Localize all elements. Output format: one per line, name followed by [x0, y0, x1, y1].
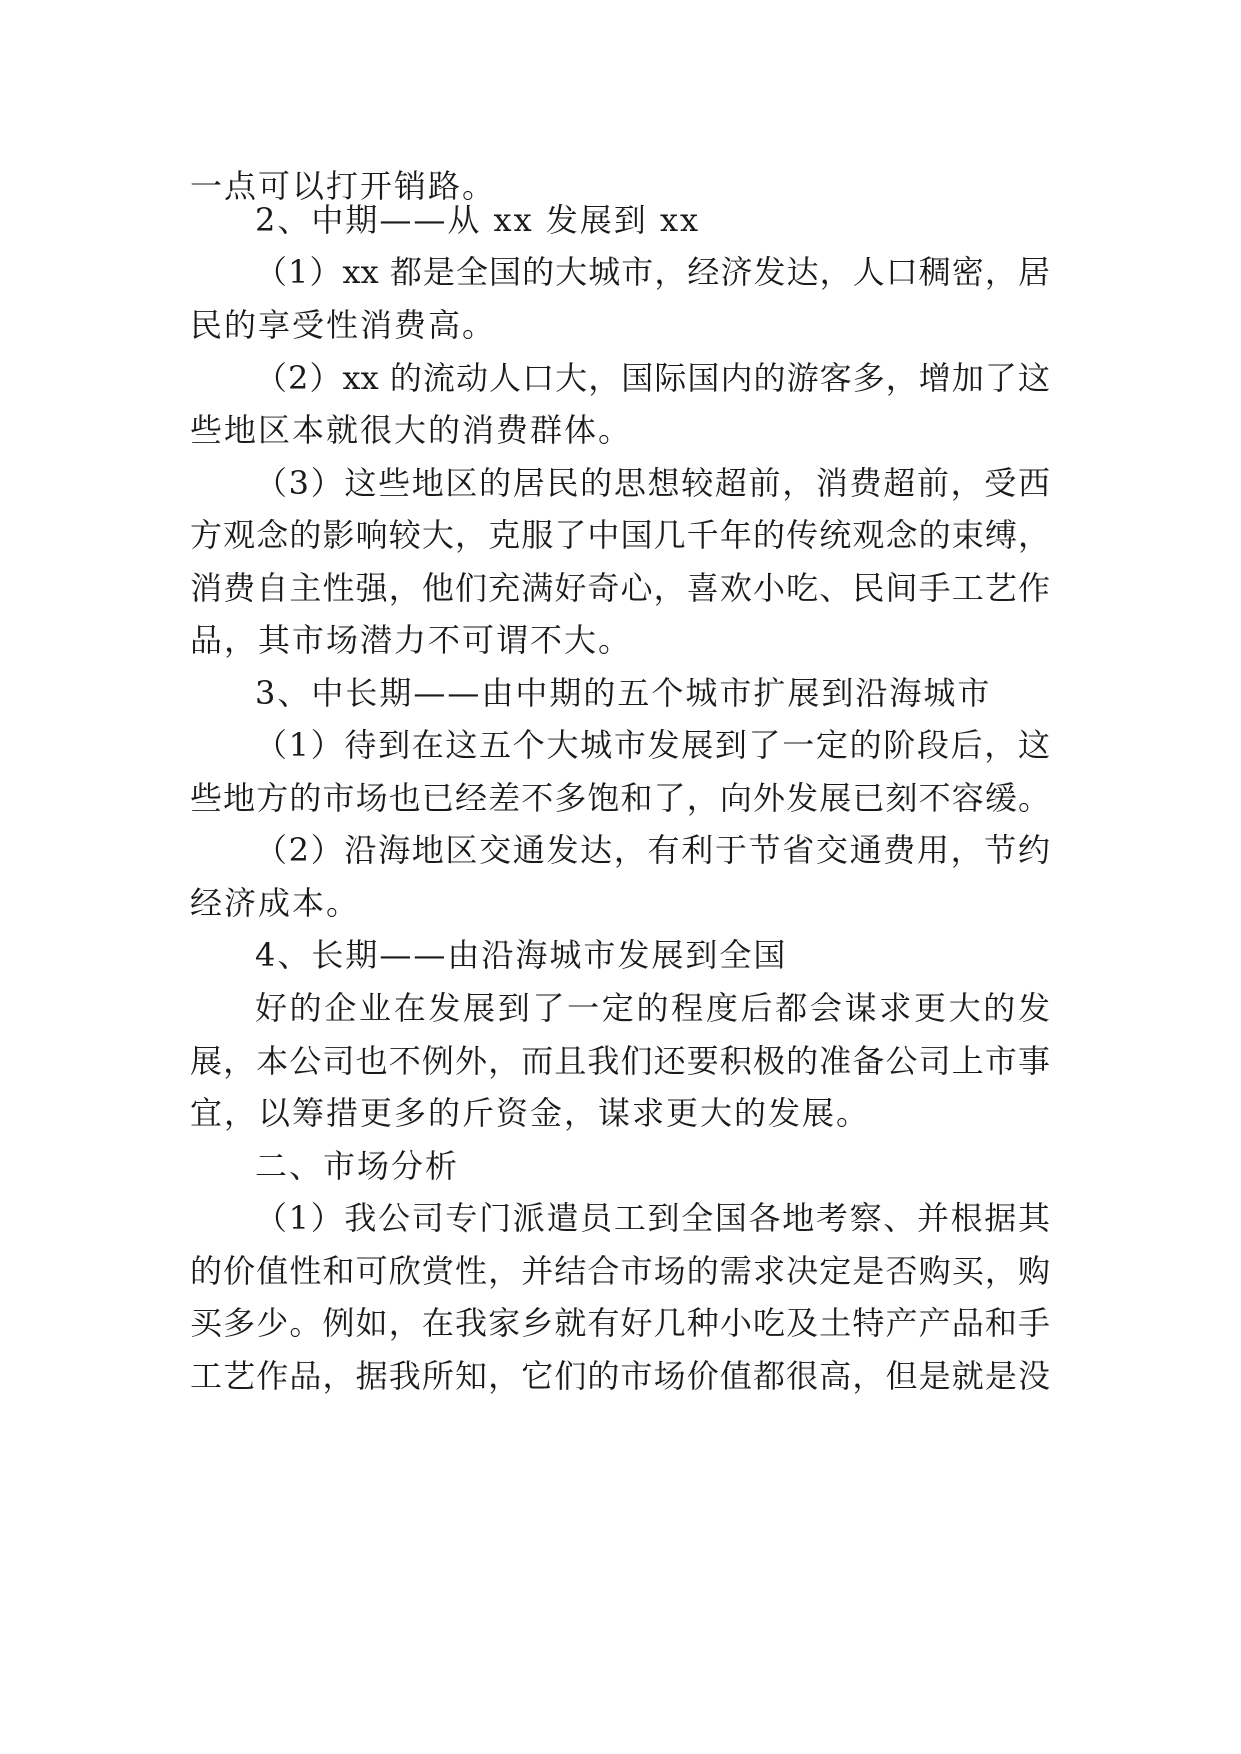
text-line: （3）这些地区的居民的思想较超前，消费超前，受西: [255, 464, 1050, 502]
text-line: 方观念的影响较大，克服了中国几千年的传统观念的束缚，: [190, 516, 1050, 554]
text-line: 工艺作品，据我所知，它们的市场价值都很高，但是就是没: [190, 1357, 1050, 1395]
text-line: （1）我公司专门派遣员工到全国各地考察、并根据其: [255, 1199, 1050, 1237]
text-line: 些地方的市场也已经差不多饱和了，向外发展已刻不容缓。: [190, 779, 1050, 817]
text-line: 品，其市场潜力不可谓不大。: [190, 621, 633, 659]
section-heading: 4、长期——由沿海城市发展到全国: [255, 936, 788, 974]
text-line: 一点可以打开销路。: [190, 167, 497, 205]
text-line: （1）待到在这五个大城市发展到了一定的阶段后，这: [255, 726, 1050, 764]
text-line: 好的企业在发展到了一定的程度后都会谋求更大的发: [255, 989, 1050, 1027]
text-line: 民的享受性消费高。: [190, 306, 497, 344]
text-line: 宜，以筹措更多的斤资金，谋求更大的发展。: [190, 1094, 871, 1132]
text-line: 的价值性和可欣赏性，并结合市场的需求决定是否购买，购: [190, 1252, 1050, 1290]
section-heading: 3、中长期——由中期的五个城市扩展到沿海城市: [255, 674, 992, 712]
text-line: （2）xx 的流动人口大，国际国内的游客多，增加了这: [255, 359, 1050, 397]
text-line: （2）沿海地区交通发达，有利于节省交通费用，节约: [255, 831, 1050, 869]
text-line: 展，本公司也不例外，而且我们还要积极的准备公司上市事: [190, 1042, 1050, 1080]
text-line: （1）xx 都是全国的大城市，经济发达，人口稠密，居: [255, 253, 1050, 291]
text-line: 些地区本就很大的消费群体。: [190, 411, 633, 449]
section-heading: 二、市场分析: [255, 1147, 460, 1185]
text-line: 经济成本。: [190, 884, 361, 922]
text-line: 消费自主性强，他们充满好奇心，喜欢小吃、民间手工艺作: [190, 569, 1050, 607]
section-heading: 2、中期——从 xx 发展到 xx: [255, 201, 701, 239]
text-line: 买多少。例如，在我家乡就有好几种小吃及土特产产品和手: [190, 1304, 1050, 1342]
